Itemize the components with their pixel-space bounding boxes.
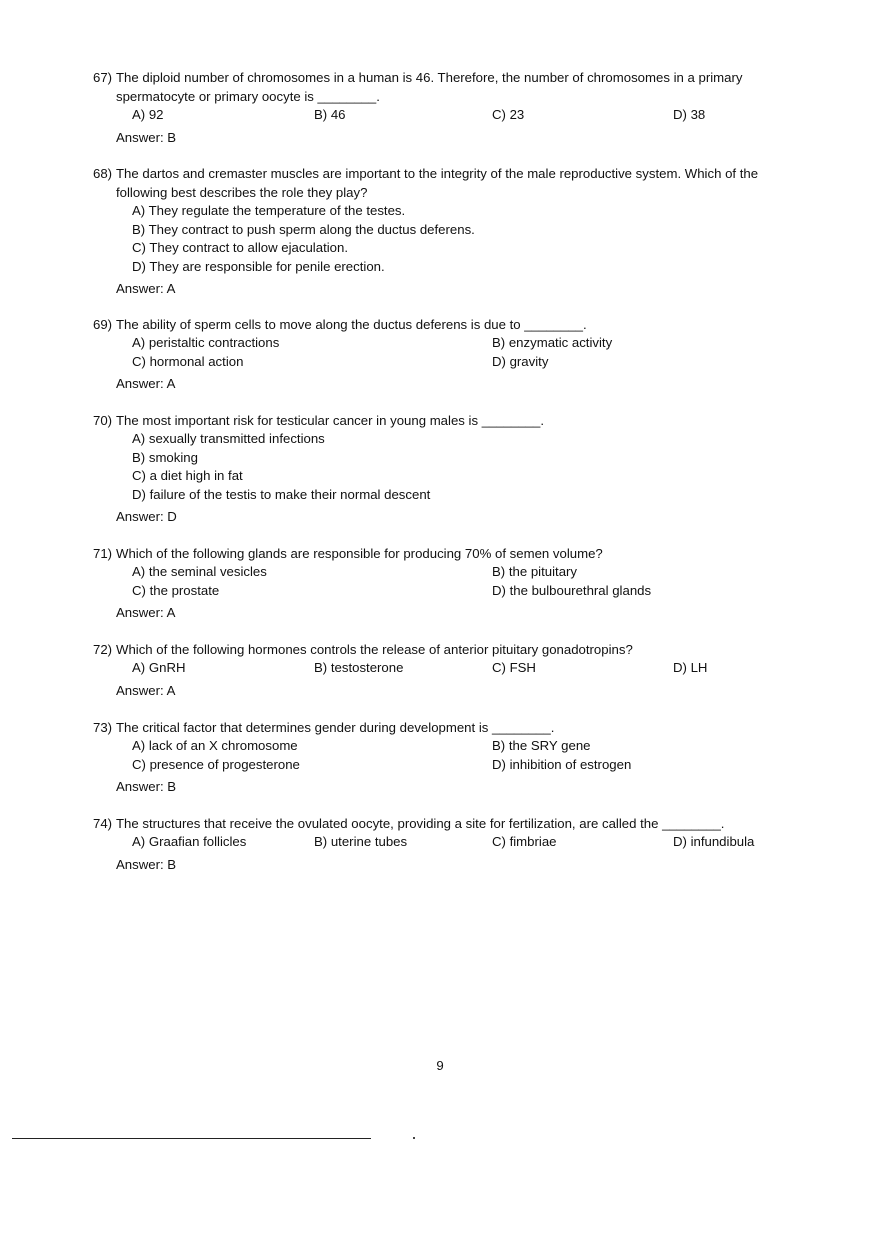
option-d: D) failure of the testis to make their normal descent <box>132 486 431 502</box>
answer: Answer: B <box>116 856 177 872</box>
question-68 <box>93 164 813 298</box>
answer: Answer: A <box>116 281 176 296</box>
option-b: B) 46 <box>314 107 346 122</box>
options <box>132 106 813 125</box>
option-c: C) the prostate <box>132 582 220 598</box>
answer: Answer: D <box>116 509 177 524</box>
question-number: 68) <box>93 166 113 181</box>
option-a: A) the seminal vesicles <box>132 564 267 579</box>
option-c: C) hormonal action <box>132 353 244 369</box>
answer: Answer: B <box>116 779 177 794</box>
question-text: The dartos and cremaster muscles are important to the integrity of the male reproductive system. Which of the following best describes the role they play? <box>116 166 759 200</box>
options <box>132 563 813 600</box>
options <box>132 202 813 276</box>
option-d: D) inhibition of estrogen <box>492 756 632 772</box>
option-a: A) lack of an X chromosome <box>132 738 298 753</box>
question-number: 67) <box>93 70 113 85</box>
options <box>132 334 813 371</box>
option-a: A) GnRH <box>132 660 186 675</box>
options <box>132 659 813 678</box>
option-d: D) the bulbourethral glands <box>492 582 652 598</box>
question-number: 72) <box>93 642 113 657</box>
option-b: B) uterine tubes <box>314 834 408 849</box>
question-number: 73) <box>93 720 113 735</box>
question-number: 74) <box>93 816 113 831</box>
question-text: The most important risk for testicular cancer in young males is ________. <box>116 413 545 428</box>
option-b: B) They contract to push sperm along the ductus deferens. <box>132 221 475 237</box>
option-c: C) 23 <box>492 107 525 122</box>
options <box>132 737 813 774</box>
question-text: The ability of sperm cells to move along the ductus deferens is due to ________. <box>116 317 587 332</box>
option-b: B) enzymatic activity <box>492 335 613 350</box>
question-72 <box>93 640 813 700</box>
option-b: B) the SRY gene <box>492 738 591 753</box>
options <box>132 833 813 852</box>
question-text: The critical factor that determines gender during development is ________. <box>116 720 555 735</box>
option-d: D) LH <box>673 660 708 675</box>
page-number: 9 <box>436 1058 444 1073</box>
option-c: C) fimbriae <box>492 834 557 849</box>
question-71 <box>93 544 813 622</box>
question-73 <box>93 718 813 796</box>
option-a: A) Graafian follicles <box>132 834 247 849</box>
option-d: D) They are responsible for penile erection. <box>132 258 385 274</box>
question-number: 71) <box>93 546 113 561</box>
question-text: Which of the following glands are responsible for producing 70% of semen volume? <box>116 546 603 561</box>
option-a: A) sexually transmitted infections <box>132 431 325 446</box>
options <box>132 430 813 504</box>
question-69 <box>93 315 813 393</box>
option-a: A) 92 <box>132 107 164 122</box>
option-d: D) infundibula <box>673 834 755 849</box>
footer-rule <box>12 1138 371 1139</box>
question-text: Which of the following hormones controls the release of anterior pituitary gonadotropins? <box>116 642 633 657</box>
question-74 <box>93 814 813 874</box>
option-c: C) presence of progesterone <box>132 756 300 772</box>
footer-dot <box>413 1137 415 1139</box>
answer: Answer: B <box>116 129 177 145</box>
option-c: C) They contract to allow ejaculation. <box>132 240 348 255</box>
question-number: 70) <box>93 413 113 428</box>
answer: Answer: A <box>116 376 176 391</box>
answer: Answer: A <box>116 682 176 698</box>
option-a: A) They regulate the temperature of the testes. <box>132 203 406 218</box>
question-text: The structures that receive the ovulated oocyte, providing a site for fertilization, are called the ________. <box>116 816 725 831</box>
option-c: C) FSH <box>492 660 536 675</box>
option-b: B) smoking <box>132 449 198 465</box>
question-number: 69) <box>93 317 113 332</box>
question-67 <box>93 68 813 147</box>
question-70 <box>93 411 813 526</box>
question-text: The diploid number of chromosomes in a human is 46. Therefore, the number of chromosomes in a primary spermatocyte or primary oocyte is ________. <box>116 70 743 104</box>
option-a: A) peristaltic contractions <box>132 335 280 350</box>
option-d: D) 38 <box>673 107 706 122</box>
option-d: D) gravity <box>492 353 549 369</box>
option-c: C) a diet high in fat <box>132 468 243 483</box>
option-b: B) the pituitary <box>492 564 578 579</box>
option-b: B) testosterone <box>314 660 404 675</box>
answer: Answer: A <box>116 605 176 620</box>
